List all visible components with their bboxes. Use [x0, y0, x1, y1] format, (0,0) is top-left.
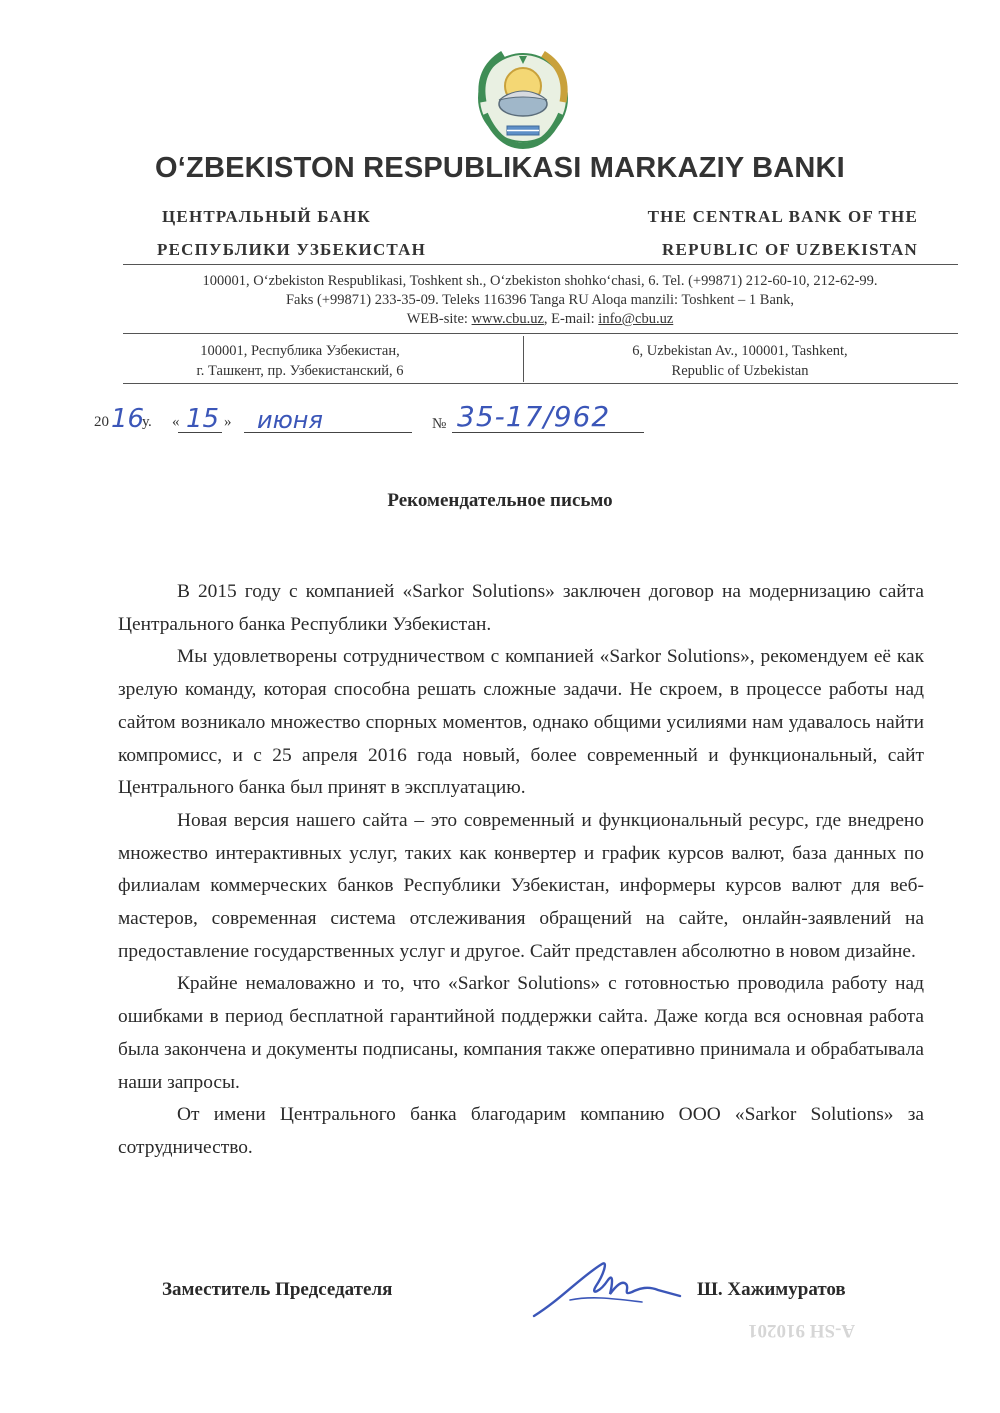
letter-paragraph: Мы удовлетворены сотрудничеством с компанией «Sarkor Solutions», рекомендуем её как зрелую команду, которая способна решать сложные задачи. Не скроем, в процессе работы над сайтом возникало множество спорных моментов, однако общими усилиями нам удавалось найти компромисс, и с 25 апреля 2016 года новый, более современный и функциональный, сайт Центрального банка был принят в эксплуатацию. — [118, 646, 924, 799]
address-english-line2: Republic of Uzbekistan — [671, 363, 809, 379]
address-russian — [150, 341, 450, 381]
address-russian-line1: 100001, Республика Узбекистан, — [200, 343, 400, 359]
day-underline — [178, 432, 222, 433]
letter-paragraph: Новая версия нашего сайта – это современный и функциональный ресурс, где внедрено множество интерактивных услуг, таких как конвертер и график курсов валют, база данных по филиалам коммерческих банков Республики Узбекистан, информеры курсов валют для веб-мастеров, современная система отслеживания обращений на сайте, онлайн-заявлений на предоставление государственных услуг и другое. Сайт представлен абсолютно в новом дизайне. — [118, 809, 924, 962]
bank-name-russian-line2: РЕСПУБЛИКИ УЗБЕКИСТАН — [157, 240, 427, 259]
bank-name-english-line2: REPUBLIC OF UZBEKISTAN — [662, 240, 918, 259]
header-divider-top — [123, 264, 958, 265]
bank-name-russian — [157, 200, 427, 266]
address-english-line1: 6, Uzbekistan Av., 100001, Tashkent, — [632, 343, 848, 359]
handwritten-signature — [530, 1256, 685, 1322]
bank-name-english-line1: THE CENTRAL BANK OF THE — [647, 207, 918, 226]
letter-paragraph: Крайне немаловажно и то, что «Sarkor Solutions» с готовностью проводила работу над ошибками в период бесплатной гарантийной поддержки сайта. Даже когда вся основная работа была закончена и документы подписаны, компания также оперативно принимала и обрабатывала наши запросы. — [118, 973, 924, 1093]
contact-line2: Faks (+99871) 233-35-09. Teleks 116396 Tanga RU Aloqa manzili: Toshkent – 1 Bank, — [285, 292, 795, 308]
day-handwritten: 15 — [186, 404, 220, 434]
header-divider-middle — [123, 333, 958, 334]
number-underline — [452, 432, 644, 433]
email-label: , E-mail: — [543, 311, 595, 327]
year-suffix: у. — [142, 414, 152, 430]
web-label: WEB-site: — [406, 311, 468, 327]
address-english — [590, 341, 890, 381]
month-handwritten: июня — [257, 406, 323, 434]
month-underline — [244, 432, 412, 433]
year-prefix: 20 — [94, 414, 109, 430]
number-handwritten: 35-17/962 — [457, 400, 611, 433]
state-emblem-icon — [469, 42, 577, 154]
header-divider-bottom — [123, 383, 958, 384]
address-russian-line2: г. Ташкент, пр. Узбекистанский, 6 — [196, 363, 404, 379]
email-link[interactable]: info@cbu.uz — [598, 311, 674, 327]
contact-block — [100, 272, 980, 329]
date-number-row — [94, 400, 654, 438]
letter-body — [118, 576, 924, 1165]
contact-line3 — [100, 310, 980, 329]
address-divider — [523, 336, 524, 382]
number-label: № — [432, 416, 447, 432]
bank-name-english — [640, 200, 918, 266]
signatory-name: Ш. Хажимуратов — [697, 1279, 846, 1300]
faint-stamp-text: A-SH 910201 — [748, 1320, 856, 1341]
letter-paragraph: В 2015 году с компанией «Sarkor Solutions» заключен договор на модернизацию сайта Центрального банка Республики Узбекистан. — [118, 581, 924, 635]
bank-name-russian-line1: ЦЕНТРАЛЬНЫЙ БАНК — [162, 207, 371, 226]
letter-paragraph: От имени Центрального банка благодарим компанию ООО «Sarkor Solutions» за сотрудничество. — [118, 1104, 924, 1158]
close-quote: » — [224, 414, 232, 430]
signatory-role: Заместитель Председателя — [162, 1279, 393, 1300]
year-handwritten: 16 — [111, 404, 145, 434]
letter-title: Рекомендательное письмо — [387, 490, 613, 511]
open-quote: « — [172, 414, 180, 430]
website-link[interactable]: www.cbu.uz — [471, 311, 544, 327]
bank-name-uzbek: O‘ZBEKISTON RESPUBLIKASI MARKAZIY BANKI — [155, 152, 845, 184]
contact-line1: 100001, O‘zbekiston Respublikasi, Toshkent sh., O‘zbekiston shohko‘chasi, 6. Tel. (+99871) 212-60-10, 212-62-99. — [202, 273, 878, 289]
